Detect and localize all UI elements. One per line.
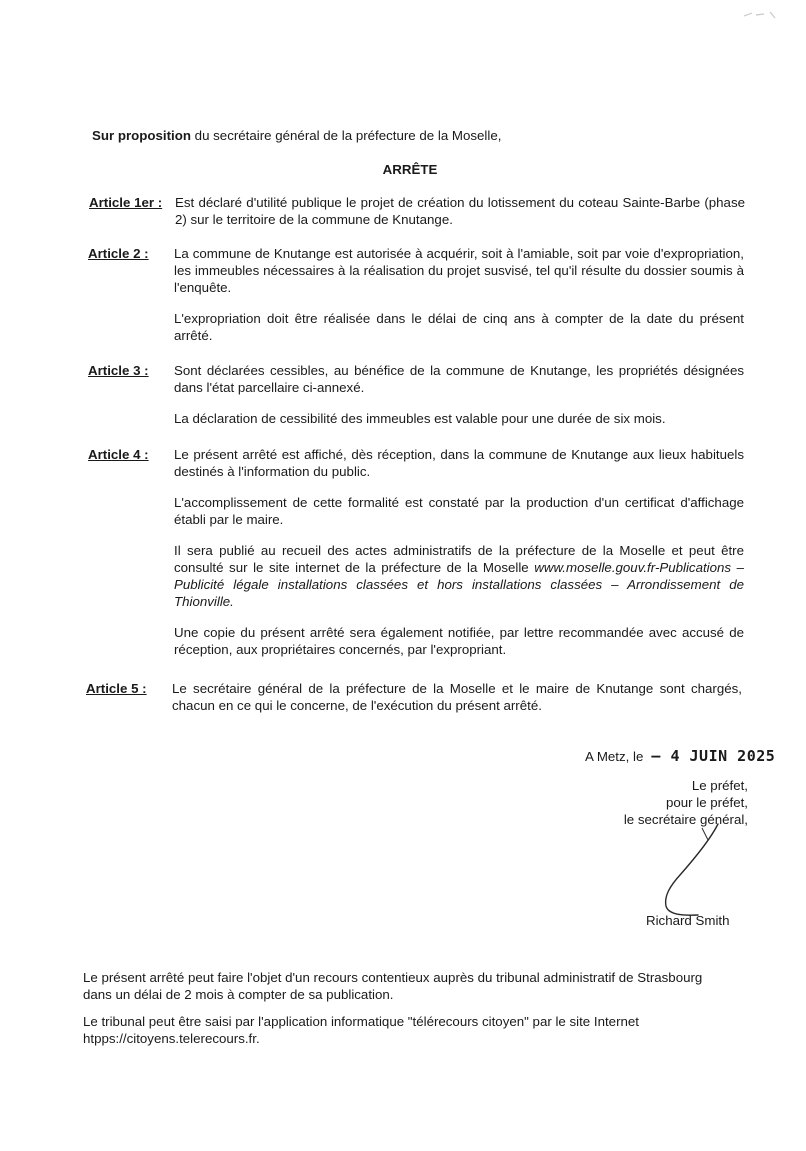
date-stamp: – 4 JUIN 2025: [651, 747, 776, 765]
article-4-body: [174, 446, 744, 658]
publication-text: Il sera publié au recueil des actes administratifs de la préfecture de la Moselle et peut être consulté sur le site internet de la préfecture de la Moselle: [174, 543, 744, 575]
date-place: A Metz, le: [585, 749, 644, 764]
article-3-body: [174, 362, 744, 427]
appeal-paragraph-1: Le présent arrêté peut faire l'objet d'un recours contentieux auprès du tribunal administratif de Strasbourg dans un délai de 2 mois à compter de sa publication.: [83, 970, 703, 1002]
signature-line-1: Le préfet,: [691, 778, 748, 793]
article-2-body: [174, 245, 744, 344]
appeal-paragraph-2: Le tribunal peut être saisi par l'application informatique "télérecours citoyen" par le site Internet htpps://citoyens.telerecours.fr.: [83, 1014, 639, 1046]
signature-line-3: le secrétaire général,: [623, 812, 748, 827]
article-3: [88, 362, 748, 427]
intro-rest: du secrétaire général de la préfecture de la Moselle,: [190, 128, 502, 143]
handwritten-signature: [640, 820, 730, 920]
article-1-paragraph: Est déclaré d'utilité publique le projet de création du lotissement du coteau Sainte-Barbe (phase 2) sur le territoire de la commune de Knutange.: [175, 195, 745, 227]
signer-name: Richard Smith: [646, 913, 730, 928]
article-5-paragraph: Le secrétaire général de la préfecture de la Moselle et le maire de Knutange sont chargés, chacun en ce qui le concerne, de l'exécution du présent arrêté.: [172, 681, 742, 713]
article-5-body: [172, 680, 742, 714]
publication-website: www.moselle.gouv.fr-Publications – Publicité légale installations classées et hors installations classées – Arrondissement de Thionville.: [174, 560, 744, 609]
article-3-paragraph-1: Sont déclarées cessibles, au bénéfice de la commune de Knutange, les propriétés désignées dans l'état parcellaire ci-annexé.: [174, 363, 744, 395]
article-4-paragraph-2: L'accomplissement de cette formalité est constaté par la production d'un certificat d'affichage établi par le maire.: [174, 495, 744, 527]
article-2-label: Article 2 :: [88, 246, 149, 261]
article-2-paragraph-1: La commune de Knutange est autorisée à acquérir, soit à l'amiable, soit par voie d'expropriation, les immeubles nécessaires à la réalisation du projet susvisé, tel qu'il résulte du dossier soumis à l'enquête.: [174, 246, 744, 295]
article-5: [86, 680, 746, 714]
scan-corner-mark: [742, 6, 782, 24]
intro-line: [92, 127, 501, 144]
article-1-label: Article 1er :: [89, 195, 163, 210]
article-4-paragraph-4: Une copie du présent arrêté sera également notifiée, par lettre recommandée avec accusé de réception, aux propriétaires concernés, par l'expropriant.: [174, 625, 744, 657]
signature-line-2: pour le préfet,: [665, 795, 748, 810]
intro-bold: Sur proposition: [92, 128, 191, 143]
article-4: [88, 446, 748, 658]
appeal-notice: [83, 969, 733, 1057]
article-4-publication: [174, 542, 744, 610]
article-1-body: [175, 194, 745, 228]
article-2-paragraph-2: L'expropriation doit être réalisée dans le délai de cinq ans à compter de la date du présent arrêté.: [174, 311, 744, 343]
article-2: [88, 245, 748, 344]
article-3-label: Article 3 :: [88, 363, 149, 378]
date-line: [585, 746, 775, 767]
article-4-label: Article 4 :: [88, 447, 149, 462]
article-3-paragraph-2: La déclaration de cessibilité des immeubles est valable pour une durée de six mois.: [174, 411, 666, 426]
article-5-label: Article 5 :: [86, 681, 147, 696]
article-4-paragraph-1: Le présent arrêté est affiché, dès réception, dans la commune de Knutange aux lieux habituels destinés à l'information du public.: [174, 447, 744, 479]
article-1: [89, 194, 749, 228]
decree-heading: ARRÊTE: [382, 162, 438, 177]
